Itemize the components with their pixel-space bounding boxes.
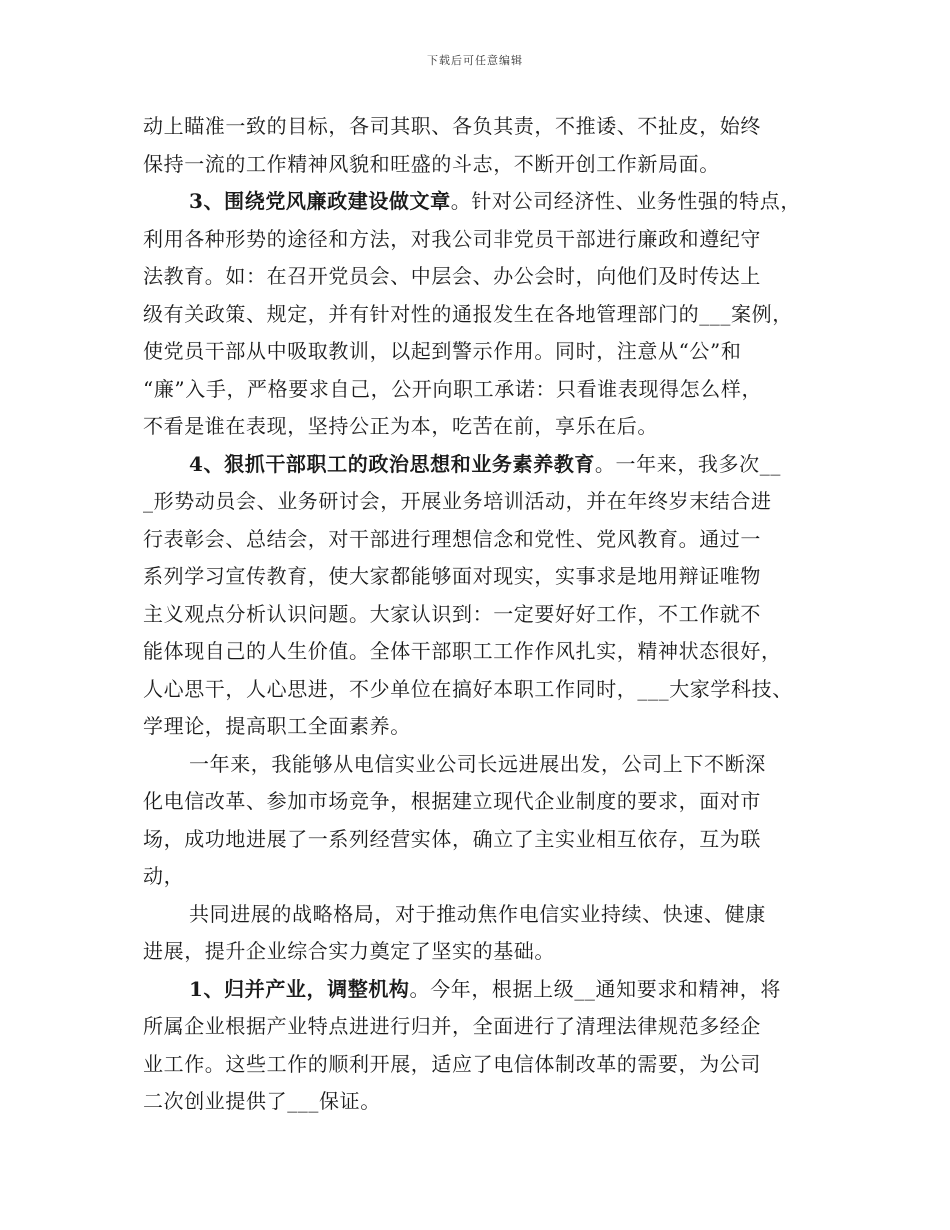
text-line (143, 1008, 833, 1046)
text-line (143, 258, 833, 296)
text-line (143, 708, 833, 746)
line-text: 能体现自己的人生价值。全体干部职工工作作风扎实，精神状态很好， (143, 639, 782, 663)
line-text: 法教育。如：在召开党员会、中层会、办公会时，向他们及时传达上 (143, 264, 761, 288)
text-line (143, 483, 833, 521)
section-heading: 3、围绕党风廉政建设做文章 (189, 189, 451, 213)
line-text: 。今年，根据上级__通知要求和精神，将 (409, 976, 781, 1001)
text-line (143, 1046, 833, 1084)
line-text: 级有关政策、规定，并有针对性的通报发生在各地管理部门的___案例， (143, 301, 793, 326)
line-text: 二次创业提供了___保证。 (143, 1089, 381, 1113)
line-text: 。针对公司经济性、业务性强的特点， (450, 189, 801, 213)
line-text: 。一年来，我多次__ (594, 451, 781, 476)
text-line (143, 371, 833, 409)
line-text: 一年来，我能够从电信实业公司长远进展出发，公司上下不断深 (189, 751, 766, 776)
page-header: 下载后可任意编辑 (427, 54, 523, 67)
text-line (143, 933, 833, 971)
text-line (143, 333, 833, 371)
text-line (143, 783, 833, 821)
line-text: 使党员干部从中吸取教训，以起到警示作用。同时，注意从“公”和 (143, 339, 742, 363)
text-line (143, 821, 833, 859)
line-text: 化电信改革、参加市场竞争，根据建立现代企业制度的要求，面对市 (143, 789, 761, 813)
section-heading: 1、归并产业，调整机构 (189, 976, 410, 1001)
text-line (143, 183, 833, 221)
line-text: 进展，提升企业综合实力奠定了坚实的基础。 (143, 939, 555, 963)
text-line (143, 971, 833, 1009)
document-body (143, 108, 833, 1121)
text-line (143, 446, 833, 484)
text-line (143, 896, 833, 934)
line-text: 场，成功地进展了一系列经营实体，确立了主实业相互依存，互为联 (143, 826, 761, 851)
text-line (143, 296, 833, 334)
line-text: 利用各种形势的途径和方法，对我公司非党员干部进行廉政和遵纪守 (143, 226, 761, 251)
line-text: 行表彰会、总结会，对干部进行理想信念和党性、党风教育。通过一 (143, 526, 761, 551)
text-line (143, 221, 833, 259)
line-text: 学理论，提高职工全面素养。 (143, 714, 411, 738)
line-text: 业工作。这些工作的顺利开展，适应了电信体制改革的需要，为公司 (143, 1051, 761, 1076)
line-text: 保持一流的工作精神风貌和旺盛的斗志，不断开创工作新局面。 (143, 151, 720, 176)
line-text: 不看是谁在表现，坚持公正为本，吃苦在前，享乐在后。 (143, 414, 658, 438)
line-text: 主义观点分析认识问题。大家认识到：一定要好好工作，不工作就不 (143, 601, 761, 626)
line-text: 动， (143, 864, 185, 888)
text-line (143, 746, 833, 784)
line-text: 动上瞄准一致的目标，各司其职、各负其责，不推诿、不扯皮，始终 (143, 114, 761, 138)
text-line (143, 108, 833, 146)
line-text: “廉”入手，严格要求自己，公开向职工承诺：只看谁表现得怎么样， (143, 376, 763, 401)
line-text: _形势动员会、业务研讨会，开展业务培训活动，并在年终岁末结合进 (143, 489, 772, 513)
line-text: 系列学习宣传教育，使大家都能够面对现实，实事求是地用辩证唯物 (143, 564, 761, 588)
text-line (143, 671, 833, 709)
line-text: 所属企业根据产业特点进进行归并，全面进行了清理法律规范多经企 (143, 1014, 761, 1038)
text-line (143, 521, 833, 559)
text-line (143, 858, 833, 896)
text-line (143, 1083, 833, 1121)
text-line (143, 558, 833, 596)
line-text: 人心思干，人心思进，不少单位在搞好本职工作同时，___大家学科技、 (143, 676, 793, 701)
text-line (143, 633, 833, 671)
line-text: 共同进展的战略格局，对于推动焦作电信实业持续、快速、健康 (189, 901, 766, 926)
text-line (143, 596, 833, 634)
text-line (143, 408, 833, 446)
text-line (143, 146, 833, 184)
section-heading: 4、狠抓干部职工的政治思想和业务素养教育 (189, 451, 595, 476)
